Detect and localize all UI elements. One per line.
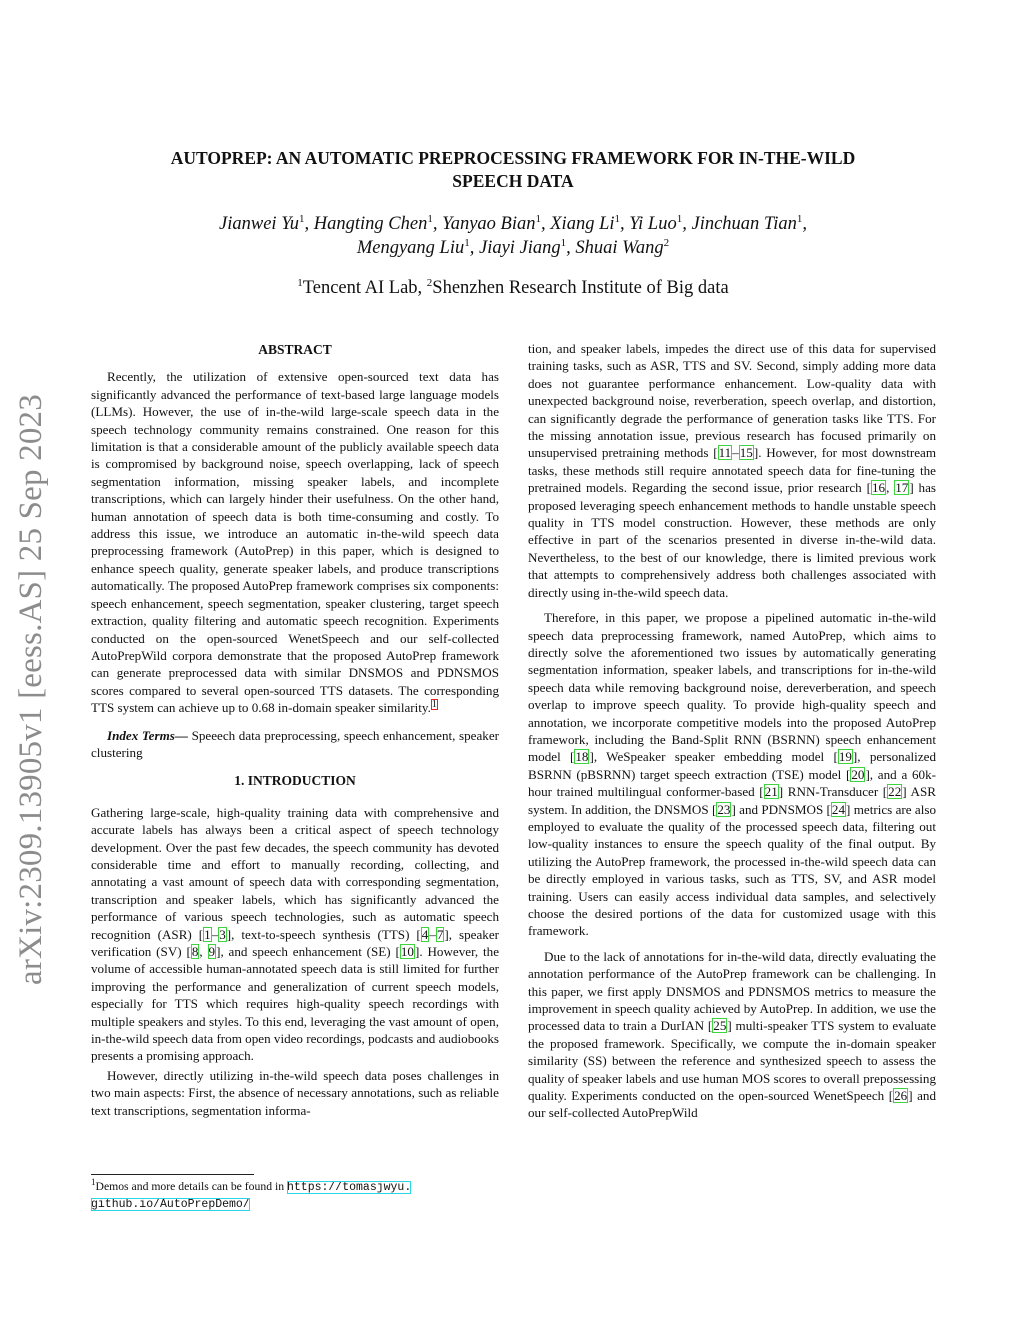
- citation-link[interactable]: 3: [219, 926, 226, 942]
- intro-paragraph-2-continued: tion, and speaker labels, impedes the direct use of this data for supervised training tasks, such as ASR, TTS and SV. Second, simply adding more data does not guarantee performance enhancement. Low-quality data with unexpected background noise, reverberation, speech overlap, and distortion, can significantly degrade the performance of generation tasks like TTS. For the missing annotation issue, previous research has focused primarily on unsupervised pretraining methods [11–15]. However, for most downstream tasks, these methods still require annotated speech data for fine-tuning the pretrained models. Regarding the second issue, prior research [16, 17] has proposed leveraging speech enhancement methods to handle unstable speech quality in TTS model construction. However, these methods are only effective in part of the scenarios presented in diverse in-the-wild data. Nevertheless, to the best of our knowledge, there is limited previous work that attempts to comprehensively address both challenges associated with directly using in-the-wild speech data.: [528, 341, 937, 600]
- author-line-2: Mengyang Liu$^1$, Jiayi Jiang$^1$, Shuai Wang$^2$: [356, 236, 670, 258]
- demo-url-link[interactable]: https://tomasjwyu. github.io/AutoPrepDemo/: [91, 1181, 412, 1211]
- citation-link[interactable]: 1: [204, 926, 211, 942]
- citation-link[interactable]: 16: [871, 480, 886, 496]
- affiliation-name: Shenzhen Research Institute of Big data: [432, 278, 729, 298]
- right-column: [528, 340, 936, 1122]
- introduction-heading: 1. INTRODUCTION: [234, 773, 356, 789]
- index-terms-label: Index Terms—: [107, 727, 188, 743]
- author-list: [90, 212, 936, 260]
- arxiv-identifier-stamp: arXiv:2309.13905v1 [eess.AS] 25 Sep 2023: [13, 394, 49, 985]
- author-line-1: Jianwei Yu$^1$, Hangting Chen$^1$, Yanyao Bian$^1$, Xiang Li$^1$, Yi Luo$^1$, Jinchuan Tian$^1$,: [219, 212, 807, 234]
- footnote-divider: [91, 1174, 254, 1175]
- intro-paragraph-3: Therefore, in this paper, we propose a pipelined automatic in-the-wild speech data preprocessing framework, named AutoPrep, which aims to directly solve the aforementioned two issues by automatically generating segmentation information, speaker labels, and transcriptions for in-the-wild speech data while removing background noise, dereverberation, and speech overlap to improve speech quality. To provide high-quality speech and annotation, we incorporate competitive models into the proposed AutoPrep framework, including the Band-Split RNN (BSRNN) speech enhancement model [18], WeSpeaker speaker embedding model [19], personalized BSRNN (pBSRNN) target speech extraction (TSE) model [20], and a 60k-hour trained multilingual conformer-based [21] RNN-Transducer [22] ASR system. In addition, the DNSMOS [23] and PDNSMOS [24] metrics are also employed to evaluate the quality of the processed speech data, filtering out low-quality instances to ensure the speech quality of the final output. By utilizing the AutoPrep framework, the processed in-the-wild speech data can be directly employed in various tasks, such as TTS, SV, and ASR model training. Users can easily access individual data samples, and selectively choose the desired portions of the data for customized usage with this framework.: [528, 610, 936, 939]
- title-line-2: SPEECH DATA: [452, 171, 574, 191]
- author-name: Yanyao Bian: [442, 214, 536, 234]
- author-name: Jiayi Jiang: [478, 238, 561, 258]
- citation-link[interactable]: 18: [575, 749, 589, 765]
- affiliations: $^1$Tencent AI Lab, $^2$Shenzhen Research Institute of Big data: [297, 276, 729, 298]
- footnote: [91, 1179, 501, 1213]
- footnote-number: 1: [91, 1177, 96, 1188]
- author-name: Jinchuan Tian: [691, 214, 797, 234]
- author-name: Jianwei Yu: [219, 214, 300, 234]
- citation-link[interactable]: 4: [421, 926, 429, 942]
- author-name: Xiang Li: [550, 214, 615, 234]
- intro-paragraph-4: Due to the lack of annotations for in-the-wild data, directly evaluating the annotation performance of the AutoPrep framework can be challenging. In this paper, we first apply DNSMOS and PDNSMOS metrics to measure the improvement in speech quality achieved by AutoPrep. In addition, we use the processed data to train a DurIAN [25] multi-speaker TTS system to evaluate the proposed framework. Specifically, we compute the in-domain speaker similarity (SS) between the reference and synthesized speech to assess the quality of speaker labels and use human MOS scores to overall prepossessing quality. Experiments conducted on the open-sourced WenetSpeech [26] and our self-collected AutoPrepWild: [528, 948, 937, 1121]
- abstract-heading: ABSTRACT: [258, 342, 332, 357]
- citation-link[interactable]: 15: [739, 445, 753, 461]
- citation-link[interactable]: 20: [851, 766, 865, 782]
- citation-link[interactable]: 9: [208, 944, 216, 959]
- author-name: Hangting Chen: [313, 214, 428, 234]
- abstract-text: Recently, the utilization of extensive open-sourced text data has significantly advanced the performance of text-based large language models (LLMs). However, the use of in-the-wild large-scale speech data in the speech technology community remains constrained. One reason for this limitation is that a considerable amount of the publicly available speech data is compromised by background noise, speech overlapping, lack of speech segmentation information, missing speaker labels, and incomplete transcriptions, which can largely hinder their usefulness. On the other hand, human annotation of speech data is both time-consuming and costly. To address this issue, we introduce an automatic in-the-wild speech data preprocessing framework (AutoPrep) in this paper, which is designed to enhance speech quality, generate speaker labels, and produce transcriptions automatically. The proposed AutoPrep framework comprises six components: speech enhancement, speech segmentation, speaker clustering, target speech extraction, quality filtering and automatic speech recognition. Experiments conducted on the open-sourced WenetSpeech and our self-collected AutoPrepWild corpora demonstrate that the proposed AutoPrep framework can generate preprocessed data with similar DNSMOS and PDNSMOS scores compared to several open-sourced TTS datasets. The corresponding TTS system can achieve up to 0.68 in-domain speaker similarity.: [91, 369, 499, 716]
- footnote-text: Demos and more details can be found in: [95, 1180, 287, 1193]
- index-terms-text: Speeech data preprocessing, speech enhancement, speaker clustering: [91, 727, 499, 760]
- left-column: [91, 340, 499, 1119]
- footnote-link[interactable]: 1: [431, 698, 437, 710]
- citation-link[interactable]: 17: [895, 480, 909, 496]
- citation-link[interactable]: 11: [718, 445, 732, 461]
- author-name: Shuai Wang: [575, 238, 664, 258]
- title-line-1: AUTOPREP: AN AUTOMATIC PREPROCESSING FRAMEWORK FOR IN-THE-WILD: [170, 148, 856, 168]
- citation-link[interactable]: 21: [764, 784, 778, 800]
- citation-link[interactable]: 26: [894, 1088, 908, 1104]
- paper-title: [90, 147, 936, 193]
- citation-link[interactable]: 19: [838, 749, 852, 765]
- citation-link[interactable]: 10: [400, 944, 414, 959]
- affiliation-name: Tencent AI Lab: [302, 278, 418, 298]
- author-name: Yi Luo: [629, 214, 677, 234]
- citation-link[interactable]: 22: [888, 784, 902, 800]
- citation-link[interactable]: 23: [717, 801, 731, 817]
- index-terms: [91, 727, 499, 762]
- citation-link[interactable]: 8: [191, 944, 199, 959]
- citation-link[interactable]: 7: [436, 926, 444, 942]
- intro-paragraph-2: However, directly utilizing in-the-wild speech data poses challenges in two main aspects: First, the absence of necessary annotations, such as reliable text transcriptions, segmentation informa-: [91, 1067, 499, 1118]
- citation-link[interactable]: 24: [831, 801, 846, 817]
- intro-paragraph-1: Gathering large-scale, high-quality training data with comprehensive and accurate labels has always been a critical aspect of speech technology development. Over the past few decades, the speech community has devoted considerable time and effort to manually recording, collecting, and annotating a vast amount of speech data with corresponding segmentation, transcription and speaker labels, which has significantly advanced the performance of various speech technologies, such as automatic speech recognition (ASR) [1–3], text-to-speech synthesis (TTS) [4–7], speaker verification (SV) [8, 9], and speech enhancement (SE) [10]. However, the volume of accessible human-annotated speech data is still limited for further improving the performance and generalization of current speech models, especially for TTS which requires high-quality speech recordings with multiple speakers and styles. To this end, leveraging the vast amount of open, in-the-wild speech data from open video recordings, podcasts and audiobooks presents a promising approach.: [91, 804, 500, 1064]
- citation-link[interactable]: 25: [713, 1018, 727, 1034]
- abstract-paragraph: [91, 368, 499, 716]
- author-name: Mengyang Liu: [356, 238, 465, 258]
